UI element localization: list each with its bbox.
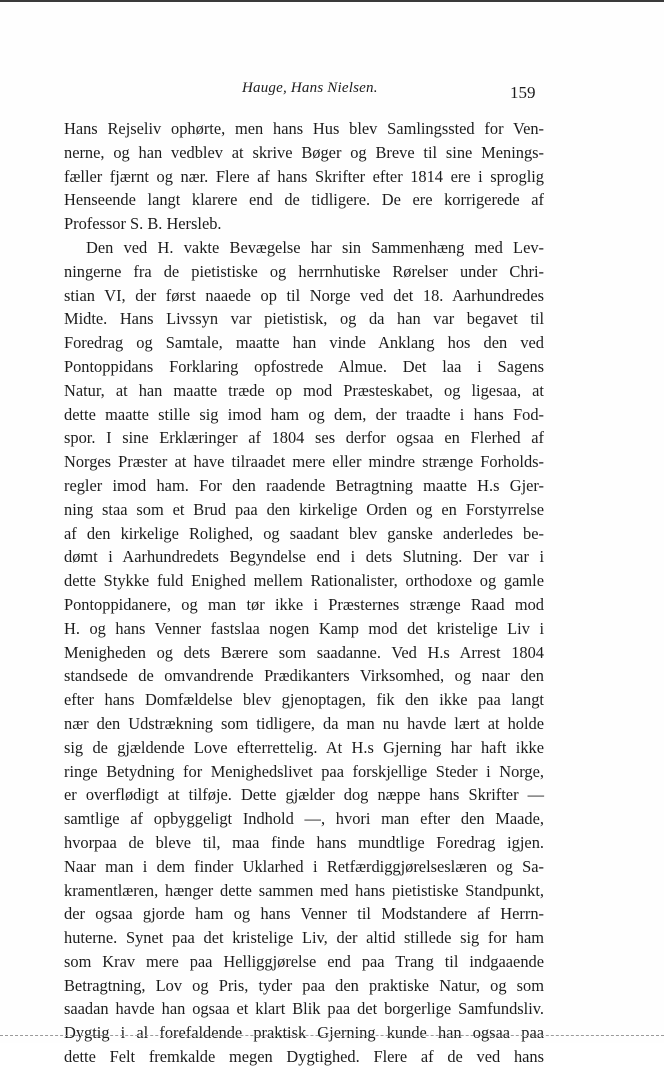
text-line: nerne, og han vedblev at skrive Bøger og Breve til sine Menings- bbox=[64, 142, 544, 162]
text-line: saadan havde han ogsaa et klart Blik paa det borgerlige Samfundsliv. bbox=[64, 999, 544, 1019]
text-line: Norges Præster at have tilraadet mere eller mindre strænge Forholds- bbox=[64, 452, 544, 472]
page-bottom-edge bbox=[0, 1035, 664, 1036]
text-line: dømt i Aarhundredets Begyndelse end i dets Slutning. Der var i bbox=[64, 547, 544, 567]
text-line: dette maatte stille sig imod ham og dem, der traadte i hans Fod- bbox=[64, 404, 544, 424]
running-header bbox=[0, 80, 664, 102]
text-line: Professor S. B. Hersleb. bbox=[64, 214, 222, 234]
text-line: huterne. Synet paa det kristelige Liv, der altid stillede sig for ham bbox=[64, 928, 544, 948]
text-line: Henseende langt klarere end de tidligere. De ere korrigerede af bbox=[64, 190, 544, 210]
text-line: der ogsaa gjorde ham og hans Venner til Modstandere af Herrn- bbox=[64, 904, 544, 924]
page-top-edge bbox=[0, 0, 664, 2]
running-title: Hauge, Hans Nielsen. bbox=[242, 80, 378, 96]
text-line: hvorpaa de bleve til, maa finde hans mundtlige Foredrag igjen. bbox=[64, 832, 544, 852]
text-line: sig de gjældende Love efterrettelig. At H.s Gjerning har haft ikke bbox=[64, 737, 544, 757]
text-line: Hans Rejseliv ophørte, men hans Hus blev Samlingssted for Ven- bbox=[64, 119, 544, 138]
text-line: stian VI, der først naaede op til Norge ved det 18. Aarhundredes bbox=[64, 285, 544, 305]
text-line: Naar man i dem finder Uklarhed i Retfærdiggjørelseslæren og Sa- bbox=[64, 856, 544, 876]
text-line: efter hans Domfældelse blev gjenoptagen, fik den ikke paa langt bbox=[64, 690, 544, 710]
body-text bbox=[64, 117, 544, 1069]
text-line: Pontoppidanere, og man tør ikke i Præsternes strænge Raad mod bbox=[64, 594, 544, 614]
text-line: Natur, at han maatte træde op mod Præsteskabet, og ligesaa, at bbox=[64, 380, 544, 400]
text-line: Dygtig i al forefaldende praktisk Gjerning kunde han ogsaa paa bbox=[64, 1023, 544, 1043]
text-line: ningerne fra de pietistiske og herrnhutiske Rørelser under Chri- bbox=[64, 261, 544, 281]
text-line: ringe Betydning for Menighedslivet paa forskjellige Steder i Norge, bbox=[64, 761, 544, 781]
text-line: dette Felt fremkalde megen Dygtighed. Flere af de ved hans bbox=[64, 1047, 544, 1067]
text-line: Den ved H. vakte Bevægelse har sin Sammenhæng med Lev- bbox=[86, 237, 544, 257]
text-line: Midte. Hans Livssyn var pietistisk, og da han var begavet til bbox=[64, 309, 544, 329]
text-line: kramentlæren, hænger dette sammen med hans pietistiske Standpunkt, bbox=[64, 880, 544, 900]
text-line: samtlige af opbyggeligt Indhold —, hvori man efter den Maade, bbox=[64, 809, 544, 829]
text-line: fæller fjærnt og nær. Flere af hans Skrifter efter 1814 ere i sproglig bbox=[64, 166, 544, 186]
text-line: Foredrag og Samtale, maatte han vinde Anklang hos den ved bbox=[64, 333, 544, 353]
text-line: Betragtning, Lov og Pris, tyder paa den praktiske Natur, og som bbox=[64, 975, 544, 995]
text-line: nær den Udstrækning som tidligere, da man nu havde lært at holde bbox=[64, 713, 544, 733]
text-line: spor. I sine Erklæringer af 1804 ses derfor ogsaa en Flerhed af bbox=[64, 428, 544, 448]
text-line: som Krav mere paa Helliggjørelse end paa Trang til indgaaende bbox=[64, 951, 544, 971]
text-line: af den kirkelige Rolighed, og saadant blev ganske anderledes be- bbox=[64, 523, 544, 543]
text-line: H. og hans Venner fastslaa nogen Kamp mod det kristelige Liv i bbox=[64, 618, 544, 638]
text-line: Menigheden og dets Bærere som saadanne. Ved H.s Arrest 1804 bbox=[64, 642, 544, 662]
text-line: regler imod ham. For den raadende Betragtning maatte H.s Gjer- bbox=[64, 475, 544, 495]
text-line: standsede de omvandrende Prædikanters Virksomhed, og naar den bbox=[64, 666, 544, 686]
text-line: dette Stykke fuld Enighed mellem Rationalister, orthodoxe og gamle bbox=[64, 571, 544, 591]
text-line: Pontoppidans Forklaring opfostrede Almue. Det laa i Sagens bbox=[64, 356, 544, 376]
text-line: er overflødigt at tilføje. Dette gjælder dog næppe hans Skrifter — bbox=[64, 785, 544, 805]
page-number: 159 bbox=[510, 83, 536, 102]
text-line: ning staa som et Brud paa den kirkelige Orden og en Forstyrrelse bbox=[64, 499, 544, 519]
